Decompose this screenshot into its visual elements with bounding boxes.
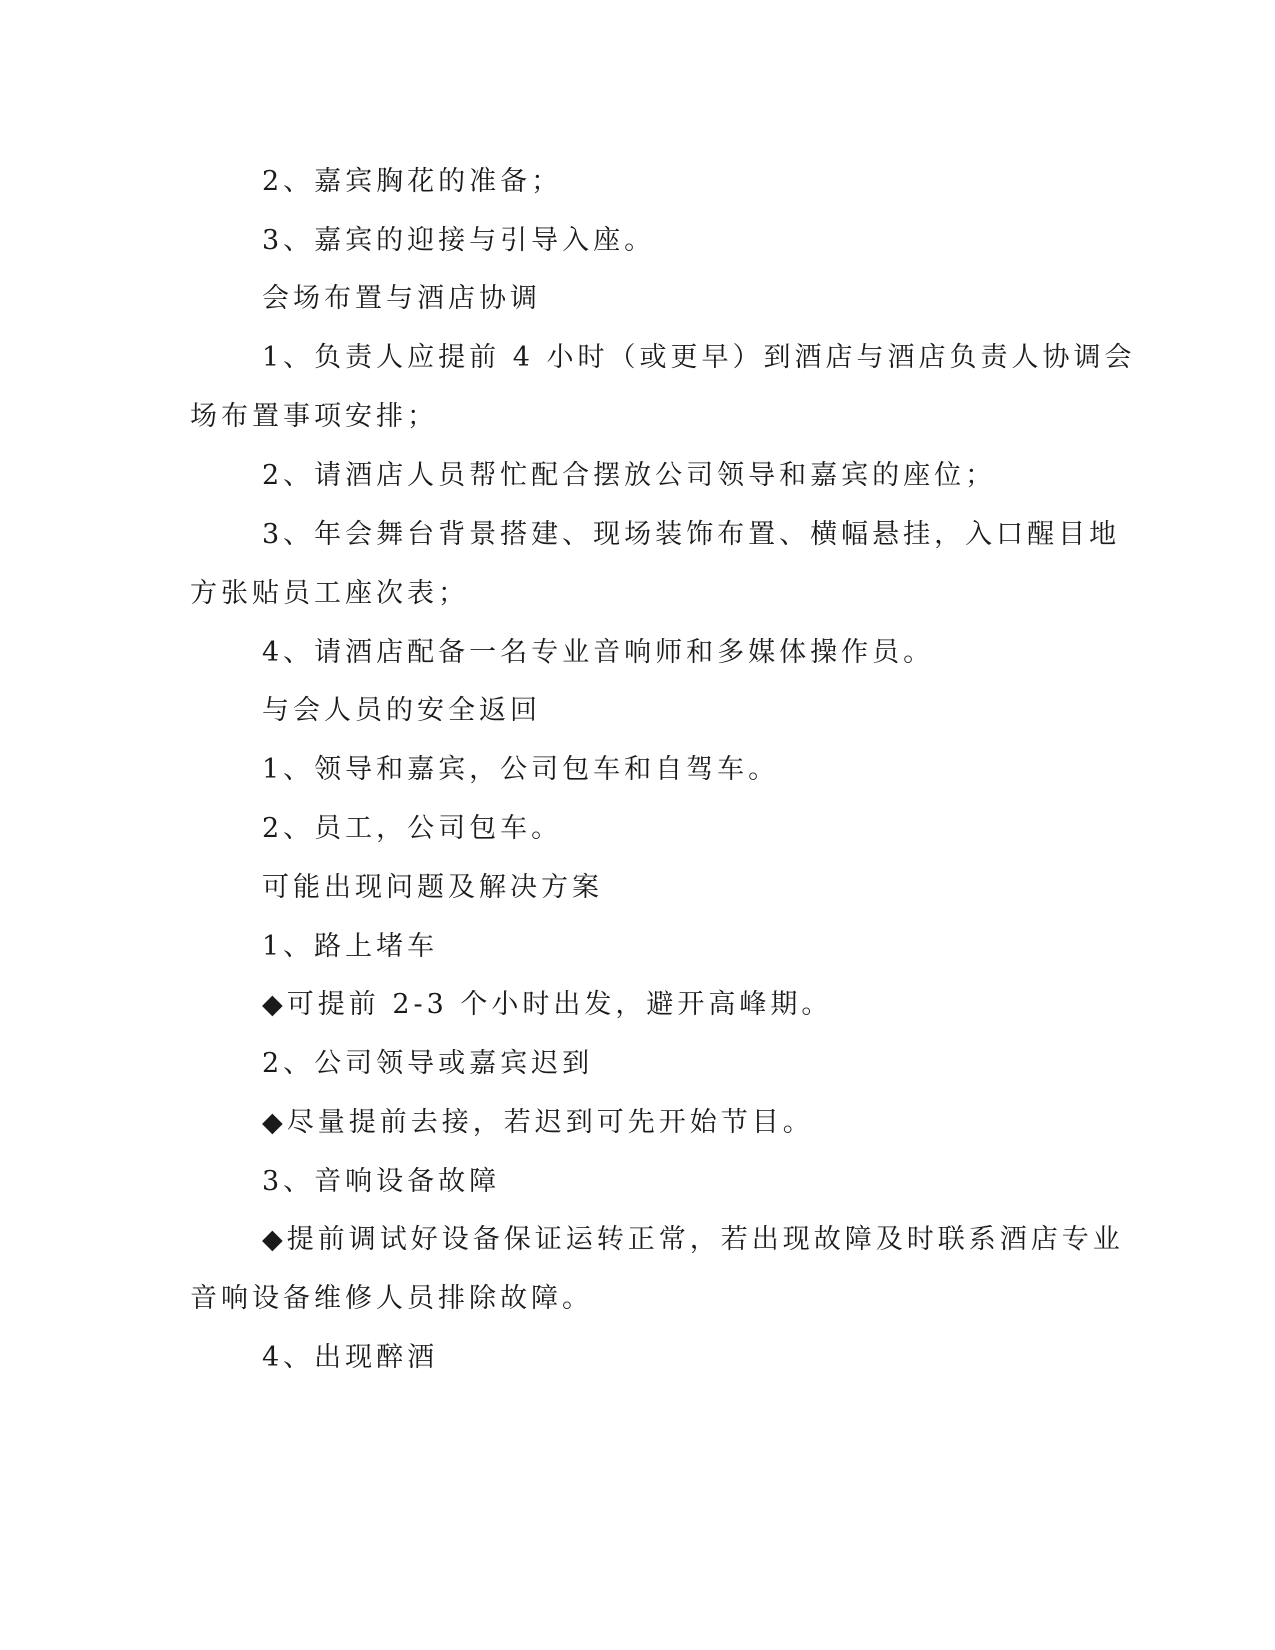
- section-heading: 可能出现问题及解决方案: [262, 872, 603, 903]
- text-line: 2、请酒店人员帮忙配合摆放公司领导和嘉宾的座位；: [262, 460, 997, 491]
- text-line: 2、嘉宾胸花的准备；: [262, 166, 563, 197]
- text-line: 音响设备维修人员排除故障。: [190, 1283, 593, 1314]
- text-line: 1、领导和嘉宾，公司包车和自驾车。: [262, 754, 780, 785]
- section-heading: 与会人员的安全返回: [262, 695, 541, 726]
- text-line: 3、年会舞台背景搭建、现场装饰布置、横幅悬挂，入口醒目地: [262, 519, 1121, 550]
- text-line: 4、出现醉酒: [262, 1342, 439, 1373]
- text-line: ◆提前调试好设备保证运转正常，若出现故障及时联系酒店专业: [262, 1224, 1124, 1255]
- text-line: 3、嘉宾的迎接与引导入座。: [262, 225, 656, 256]
- text-line: 1、路上堵车: [262, 931, 439, 962]
- section-heading: 会场布置与酒店协调: [262, 283, 541, 314]
- text-line: ◆可提前 2-3 个小时出发，避开高峰期。: [262, 989, 833, 1020]
- text-line: 2、员工，公司包车。: [262, 813, 563, 844]
- text-line: 4、请酒店配备一名专业音响师和多媒体操作员。: [262, 637, 935, 668]
- text-line: 1、负责人应提前 4 小时（或更早）到酒店与酒店负责人协调会: [262, 342, 1136, 373]
- text-line: 2、公司领导或嘉宾迟到: [262, 1048, 594, 1079]
- text-line: 3、音响设备故障: [262, 1166, 501, 1197]
- text-line: ◆尽量提前去接，若迟到可先开始节目。: [262, 1107, 814, 1138]
- text-line: 场布置事项安排；: [190, 401, 438, 432]
- text-line: 方张贴员工座次表；: [190, 578, 469, 609]
